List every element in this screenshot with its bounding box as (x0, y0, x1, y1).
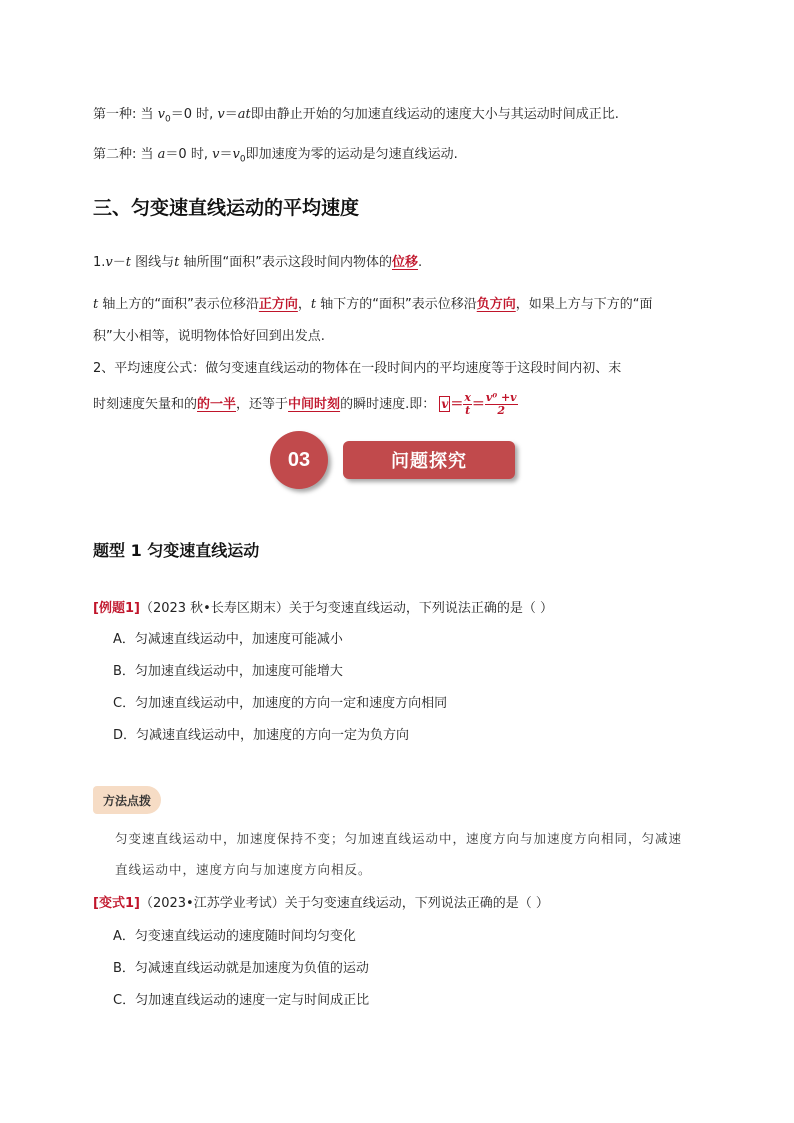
option-a: A．匀减速直线运动中，加速度可能减小 (113, 632, 343, 647)
option-b: B．匀加速直线运动中，加速度可能增大 (113, 664, 343, 679)
section-heading-average-velocity: 三、匀变速直线运动的平均速度 (93, 197, 360, 219)
variant-option-b: B．匀减速直线运动就是加速度为负值的运动 (113, 961, 369, 976)
item-average-velocity-formula-line1: 2、平均速度公式：做匀变速直线运动的物体在一段时间内的平均速度等于这段时间内初、末 (93, 361, 622, 376)
variant-tag: [变式1] (93, 896, 140, 911)
highlight-half: 的一半 (197, 397, 237, 412)
item-vt-graph-area: 1.v－t 图线与t 轴所围“面积”表示这段时间内物体的位移. (93, 255, 423, 270)
method-tip-line1: 匀变速直线运动中，加速度保持不变；匀加速直线运动中，速度方向与加速度方向相同，匀减速 (115, 831, 683, 846)
section-banner-label: 问题探究 (343, 441, 515, 479)
method-tip-label: 方法点拨 (93, 786, 161, 814)
variant-option-c: C．匀加速直线运动的速度一定与时间成正比 (113, 993, 370, 1008)
question-type-heading: 题型 1 匀变速直线运动 (93, 541, 260, 560)
variant-question-stem: [变式1]（2023•江苏学业考试）关于匀变速直线运动，下列说法正确的是（ ） (93, 896, 549, 911)
variant-option-a: A．匀变速直线运动的速度随时间均匀变化 (113, 929, 356, 944)
option-c: C．匀加速直线运动中，加速度的方向一定和速度方向相同 (113, 696, 448, 711)
highlight-negative-direction: 负方向 (476, 297, 516, 312)
highlight-positive-direction: 正方向 (258, 297, 298, 312)
section-banner-number: 03 (270, 431, 328, 489)
method-tip-line2: 直线运动中，速度方向与加速度方向相反。 (115, 862, 372, 877)
paragraph-first-case: 第一种: 当 $v_0=0$ 时, v＝at即由静止开始的匀加速直线运动的速度大小与其运动时间成正比. (93, 107, 619, 125)
option-d: D．匀减速直线运动中，加速度的方向一定为负方向 (113, 728, 410, 743)
paragraph-second-case: 第二种: 当 a＝0 时, $v=v_0$即加速度为零的运动是匀速直线运动. (93, 147, 458, 165)
item-average-velocity-formula-line2: 时刻速度矢量和的的一半，还等于中间时刻的瞬时速度.即： v ＝ $\frac{x}{t}$ ＝ $\frac{\text{v⁰ +v}}{2}$ (93, 391, 517, 417)
average-velocity-formula: v ＝ $\frac{x}{t}$ ＝ $\frac{\text{v⁰ +v}}{2}$ (441, 391, 517, 417)
highlight-displacement: 位移 (392, 255, 419, 270)
item-area-direction-line1: t 轴上方的“面积”表示位移沿正方向，t 轴下方的“面积”表示位移沿负方向，如果上方与下方的“面 (93, 297, 653, 312)
example-question-stem: [例题1]（2023 秋•长寿区期末）关于匀变速直线运动，下列说法正确的是（ ） (93, 601, 553, 616)
example-tag: [例题1] (93, 601, 140, 616)
item-area-direction-line2: 积”大小相等，说明物体恰好回到出发点. (93, 329, 325, 344)
highlight-middle-moment: 中间时刻 (288, 397, 341, 412)
